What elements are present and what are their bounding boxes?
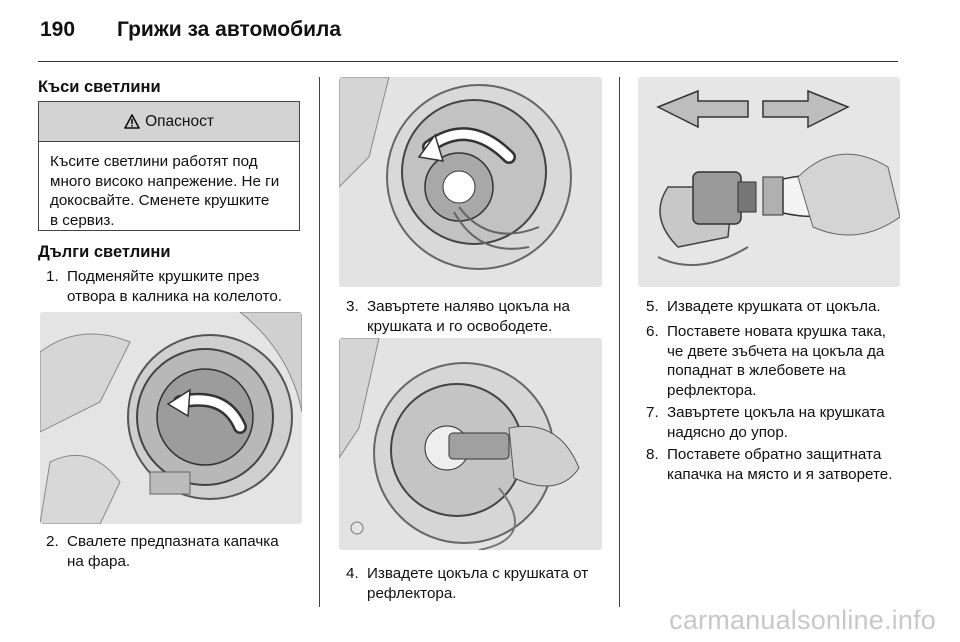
warning-line: в сервиз. bbox=[50, 211, 115, 229]
warning-triangle-icon bbox=[124, 114, 140, 129]
step-line: рефлектора. bbox=[367, 584, 457, 602]
step-line: Завъртете наляво цокъла на bbox=[367, 298, 570, 315]
low-beam-heading: Къси светлини bbox=[38, 78, 161, 96]
warning-text bbox=[50, 152, 279, 230]
step-line: Завъртете цокъла на крушката bbox=[667, 404, 885, 421]
page-title: Грижи за автомобила bbox=[117, 18, 342, 41]
step-line: че двете зъбчета на цокъла да bbox=[667, 342, 885, 360]
step-line: на фара. bbox=[67, 552, 131, 570]
step-text bbox=[367, 297, 570, 336]
step-text bbox=[667, 322, 886, 400]
step-line: крушката и го освободете. bbox=[367, 317, 553, 335]
step-text bbox=[667, 445, 892, 484]
warning-line: Късите светлини работят под bbox=[50, 153, 258, 170]
step-line: надясно до упор. bbox=[667, 423, 789, 441]
header-rule bbox=[38, 61, 898, 62]
watermark-text: carmanualsonline.info bbox=[669, 605, 936, 635]
illustration-remove-socket bbox=[339, 338, 602, 550]
step-number: 3. bbox=[346, 298, 359, 315]
warning-line: много високо напрежение. Не ги bbox=[50, 172, 280, 190]
step-number: 5. bbox=[646, 298, 659, 315]
step-line: Поставете новата крушка така, bbox=[667, 323, 886, 340]
illustration-wheel-arch-cap bbox=[40, 312, 302, 524]
high-beam-heading: Дълги светлини bbox=[38, 243, 171, 261]
step-number: 2. bbox=[46, 533, 59, 550]
step-number: 8. bbox=[646, 446, 659, 463]
step-line: Подменяйте крушките през bbox=[67, 268, 260, 285]
column-divider-right bbox=[619, 77, 620, 607]
step-text bbox=[667, 297, 881, 317]
step-text bbox=[67, 267, 282, 306]
step-text bbox=[367, 564, 588, 603]
warning-box bbox=[38, 101, 300, 231]
step-line: рефлектора. bbox=[667, 381, 757, 399]
step-number: 4. bbox=[346, 565, 359, 582]
column-divider-left bbox=[319, 77, 320, 607]
step-number: 6. bbox=[646, 323, 659, 340]
step-line: Поставете обратно защитната bbox=[667, 446, 882, 463]
step-line: Извадете крушката от цокъла. bbox=[667, 298, 881, 315]
step-line: попаднат в жлебовете на bbox=[667, 362, 846, 379]
warning-title: Опасност bbox=[145, 112, 214, 130]
step-line: Извадете цокъла с крушката от bbox=[367, 565, 589, 582]
step-line: Свалете предпазната капачка bbox=[67, 533, 279, 550]
warning-line: докосвайте. Сменете крушките bbox=[50, 192, 270, 209]
step-line: отвора в калника на колелото. bbox=[67, 287, 282, 305]
step-text bbox=[667, 403, 885, 442]
step-number: 1. bbox=[46, 268, 59, 285]
warning-header bbox=[39, 102, 299, 142]
illustration-rotate-bulb-socket bbox=[339, 77, 602, 287]
illustration-remove-bulb bbox=[638, 77, 900, 287]
step-line: капачка на място и я затворете. bbox=[667, 465, 893, 483]
step-number: 7. bbox=[646, 404, 659, 421]
step-text bbox=[67, 532, 279, 571]
page-number: 190 bbox=[40, 18, 76, 41]
